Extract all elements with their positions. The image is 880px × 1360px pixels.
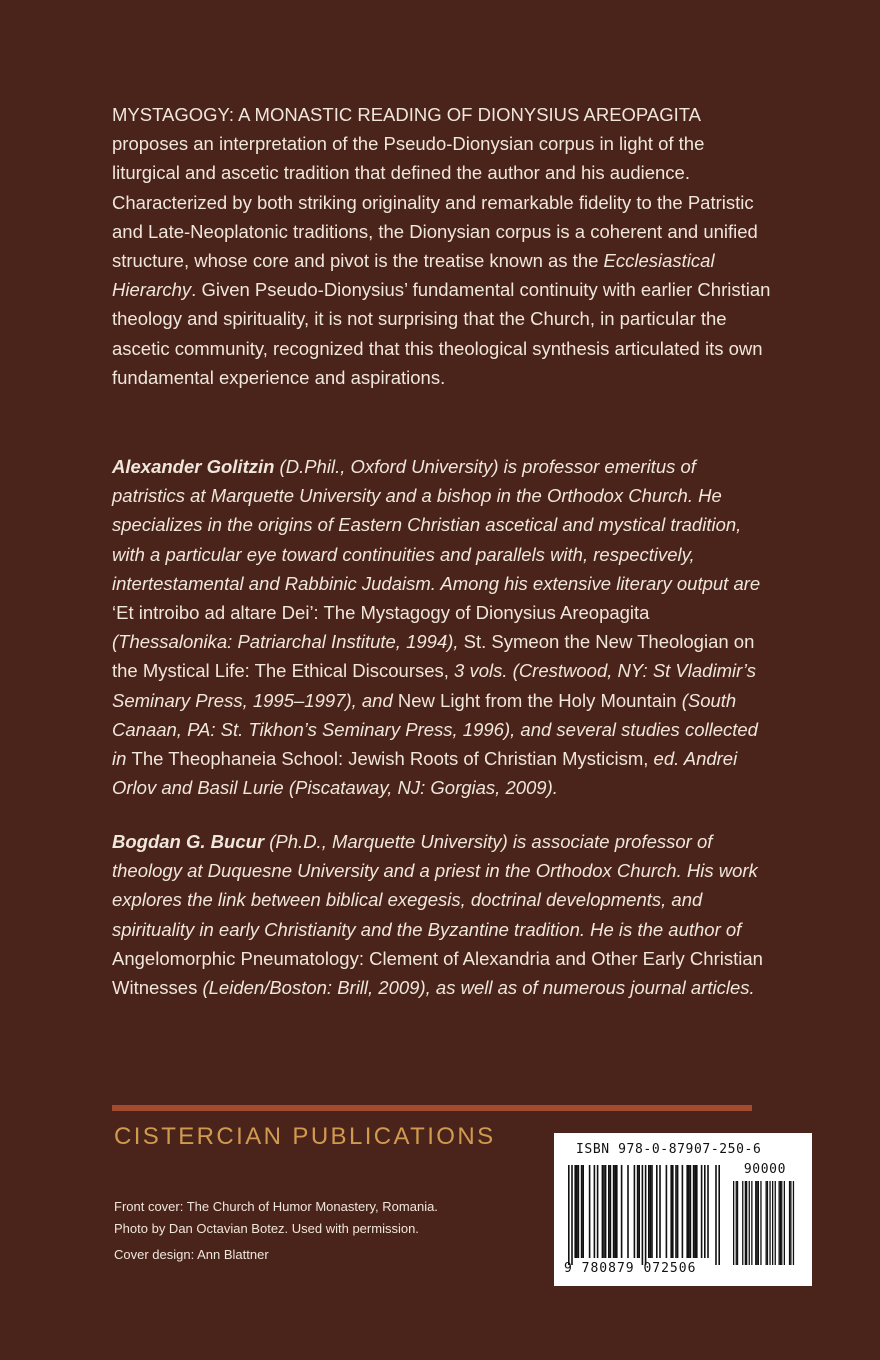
bio-text: (South Canaan, PA: St. Tikhon’s Seminary Press, 1996), and several studies collected in (112, 689, 758, 770)
addon-bar (784, 1181, 785, 1265)
barcode-bar (642, 1165, 644, 1265)
addon-bar (772, 1181, 773, 1265)
book-title-ref: New Light from the Holy Mountain (397, 689, 677, 711)
barcode-digits: 9 780879 072506 (564, 1261, 697, 1276)
barcode-bar (574, 1165, 576, 1258)
addon-bar (751, 1181, 752, 1265)
barcode-bar (581, 1165, 583, 1258)
addon-bar (779, 1181, 780, 1265)
barcode-bar (613, 1165, 615, 1258)
author-bio-bucur (112, 827, 772, 1002)
barcode-bar (718, 1165, 720, 1265)
bio-text: (Leiden/Boston: Brill, 2009), as well as of numerous journal articles. (197, 977, 755, 999)
barcode-bar (650, 1165, 652, 1258)
barcode-bar (666, 1165, 668, 1258)
barcode-bar (594, 1165, 596, 1258)
bio-text: (Ph.D., Marquette University) is associate professor of theology at Duquesne University and a priest in the Orthodox Church. His work explores the link between biblical exegesis, doctrinal developments, and spirituality in early Christianity and the Byzantine tradition. He is the author of (112, 831, 758, 940)
book-title-ref: ‘Et introibo ad altare Dei’: The Mystagogy of Dionysius Areopagita (112, 602, 650, 624)
isbn-label: ISBN 978-0-87907-250-6 (576, 1142, 762, 1157)
barcode-bar (696, 1165, 698, 1258)
isbn-barcode (554, 1133, 812, 1286)
barcode-bar (645, 1165, 647, 1265)
credit-line: Cover design: Ann Blattner (114, 1247, 269, 1262)
barcode-bar (589, 1165, 591, 1258)
barcode-bar (571, 1165, 573, 1265)
barcode-bar (690, 1165, 692, 1258)
barcode-bar (616, 1165, 618, 1258)
barcode-bar (627, 1165, 629, 1258)
addon-label: 90000 (743, 1162, 786, 1177)
addon-bar (767, 1181, 768, 1265)
barcode-bar (568, 1165, 570, 1265)
barcode-bar (603, 1165, 605, 1258)
addon-bar (790, 1181, 791, 1265)
addon-bar (766, 1181, 767, 1265)
bio-text: 3 vols. (Crestwood, NY: St Vladimir’s Seminary Press, 1995–1997), and (112, 660, 756, 711)
barcode-bar (597, 1165, 599, 1258)
bio-text: ed. Andrei Orlov and Basil Lurie (Piscataway, NJ: Gorgias, 2009). (112, 748, 738, 799)
barcode-bar (701, 1165, 703, 1258)
barcode-bar (634, 1165, 636, 1258)
barcode-bar (578, 1165, 580, 1258)
addon-bar (758, 1181, 759, 1265)
description-text-2: . Given Pseudo-Dionysius’ fundamental continuity with earlier Christian theology and spirituality, it is not surprising that the Church, in particular the ascetic community, recognized that this theological synthesis articulated its own fundamental experience and aspirations. (112, 279, 771, 388)
addon-bar (736, 1181, 737, 1265)
addon-bar (793, 1181, 794, 1265)
addon-bar (746, 1181, 747, 1265)
barcode-bar (648, 1165, 650, 1258)
barcode-bar (682, 1165, 684, 1258)
bio-text: (D.Phil., Oxford University) is professor emeritus of patristics at Marquette University and a bishop in the Orthodox Church. He specializes in the origins of Eastern Christian ascetical and mystical tradition, with a particular eye toward continuities and parallels with, respectively, intertestamental and Rabbinic Judaism. Among his extensive literary output are (112, 456, 761, 594)
addon-bar (733, 1181, 734, 1265)
addon-bar (760, 1181, 761, 1265)
barcode-bar (621, 1165, 623, 1258)
barcode-bar (637, 1165, 639, 1258)
bio-text: (Thessalonika: Patriarchal Institute, 1994), (112, 631, 464, 653)
barcode-bar (659, 1165, 661, 1258)
book-title: MYSTAGOGY: A MONASTIC READING OF DIONYSIUS AREOPAGITA (112, 104, 700, 125)
author-name: Bogdan G. Bucur (112, 831, 265, 852)
barcode-bar (602, 1165, 604, 1258)
author-name: Alexander Golitzin (112, 456, 275, 477)
book-title-ref: Angelomorphic Pneumatology: Clement of Alexandria and Other Early Christian Witnesses (112, 947, 763, 999)
addon-bar (756, 1181, 757, 1265)
addon-bar (749, 1181, 750, 1265)
book-title-ref: St. Symeon the New Theologian on the Mystical Life: The Ethical Discourses, (112, 631, 755, 682)
barcode-bar (614, 1165, 616, 1258)
barcode-bar (675, 1165, 677, 1258)
barcode-bar (677, 1165, 679, 1258)
book-description (112, 100, 772, 392)
author-bio-golitzin (112, 452, 772, 802)
barcode-bar (686, 1165, 688, 1258)
addon-bar (781, 1181, 782, 1265)
barcode-bar (693, 1165, 695, 1258)
addon-bar (769, 1181, 770, 1265)
barcode-bar (715, 1165, 717, 1265)
barcode-bar (610, 1165, 612, 1258)
barcode-bar (704, 1165, 706, 1258)
addon-bar (745, 1181, 746, 1265)
barcode-bar (688, 1165, 690, 1258)
barcode-bar (651, 1165, 653, 1258)
publisher-name: CISTERCIAN PUBLICATIONS (114, 1123, 496, 1150)
barcode-bar (638, 1165, 640, 1258)
addon-bar (755, 1181, 756, 1265)
book-title-ref: The Theophaneia School: Jewish Roots of Christian Mysticism, (131, 748, 649, 770)
cover-credits (114, 1196, 534, 1266)
barcode-bar (608, 1165, 610, 1258)
divider-rule (112, 1105, 752, 1111)
description-italic-title: Ecclesiastical Hierarchy (112, 250, 715, 301)
barcode-bar (670, 1165, 672, 1258)
barcode-bar (694, 1165, 696, 1258)
barcode-bar (582, 1165, 584, 1258)
credit-line: Front cover: The Church of Humor Monastery, Romania. (114, 1199, 438, 1214)
addon-bar (780, 1181, 781, 1265)
barcode-bar (672, 1165, 674, 1258)
barcode-bar (576, 1165, 578, 1258)
addon-bar (742, 1181, 743, 1265)
barcode-bar (656, 1165, 658, 1258)
addon-bar (775, 1181, 776, 1265)
addon-bar (737, 1181, 738, 1265)
credit-line: Photo by Dan Octavian Botez. Used with permission. (114, 1221, 419, 1236)
description-text-1: proposes an interpretation of the Pseudo-Dionysian corpus in light of the liturgical and ascetic tradition that defined the author and his audience. Characterized by both striking originality and remarkable fidelity to the Patristic and Late-Neoplatonic traditions, the Dionysian corpus is a coherent and unified structure, whose core and pivot is the treatise known as the (112, 133, 758, 272)
addon-bar (789, 1181, 790, 1265)
barcode-bar (605, 1165, 607, 1258)
barcode-bar (707, 1165, 709, 1258)
